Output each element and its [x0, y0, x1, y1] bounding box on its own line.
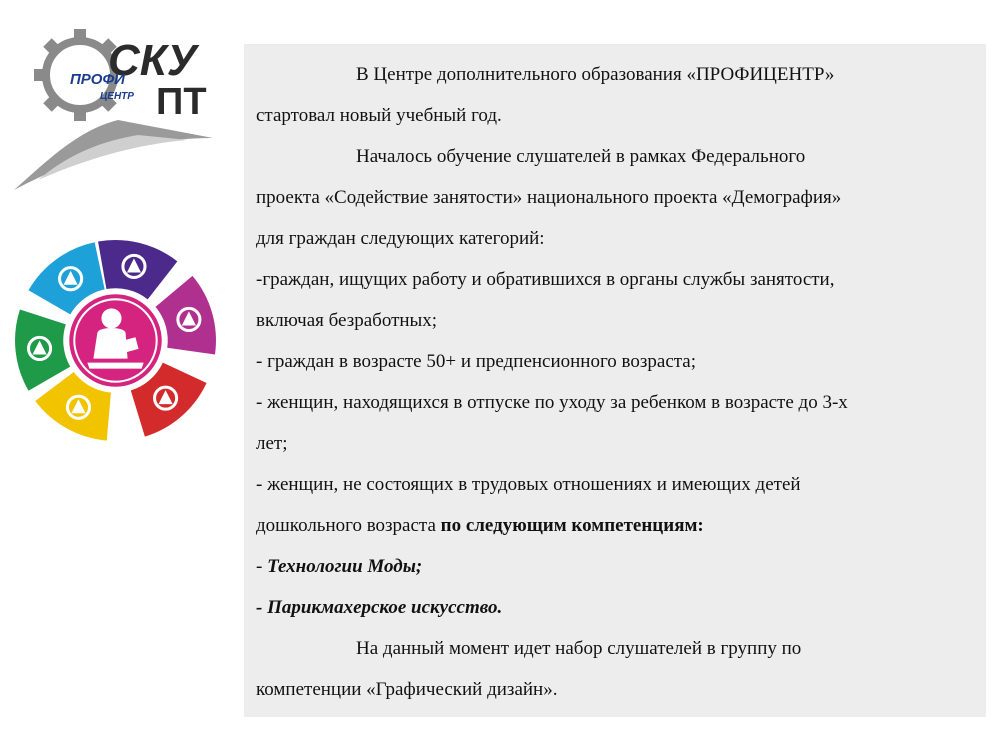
swoosh-shape [14, 120, 213, 190]
intro-line-1: В Центре дополнительного образования «ПРОФИЦЕНТР» [356, 64, 835, 85]
list-item-4-plain: дошкольного возраста [256, 515, 441, 536]
logo-brand-line2: ЦЕНТР [100, 91, 134, 102]
article-panel [244, 44, 986, 717]
skipt-logo [8, 20, 223, 195]
emblem-segment [156, 276, 216, 355]
list-item-4-line-1: - женщин, не состоящих в трудовых отношениях и имеющих детей [256, 474, 801, 495]
list-item-3-line-2: лет; [256, 433, 288, 454]
competency-1-text: Технологии Моды; [267, 556, 423, 577]
logo-letters-bottom: ПТ [156, 81, 207, 123]
list-item-1-line-2: включая безработных; [256, 310, 438, 331]
competency-1 [256, 546, 966, 587]
final-line-2: компетенции «Графический дизайн». [256, 679, 558, 700]
paragraph-2-line-3: для граждан следующих категорий: [256, 228, 545, 249]
list-item-4-line-2 [256, 505, 966, 546]
paragraph-2-line-2: проекта «Содействие занятости» национального проекта «Демография» [256, 187, 842, 208]
list-item-2: - граждан в возрасте 50+ и предпенсионного возраста; [256, 351, 697, 372]
intro-line-2: стартовал новый учебный год. [256, 105, 502, 126]
list-item-1-line-1: -граждан, ищущих работу и обратившихся в органы службы занятости, [256, 269, 835, 290]
emblem [8, 233, 223, 448]
paragraph-2-line-1: Началось обучение слушателей в рамках Федерального [356, 146, 806, 167]
competency-1-dash: - [256, 556, 268, 577]
logo-letters-top: СКУ [108, 36, 197, 85]
competencies-heading: по следующим компетенциям: [440, 515, 704, 536]
final-line-1: На данный момент идет набор слушателей в группу по [356, 638, 802, 659]
list-item-3-line-1: - женщин, находящихся в отпуске по уходу за ребенком в возрасте до 3-х [256, 392, 848, 413]
logo-brand-line1: ПРОФИ [70, 71, 125, 88]
competency-2: - Парикмахерское искусство. [256, 597, 503, 618]
